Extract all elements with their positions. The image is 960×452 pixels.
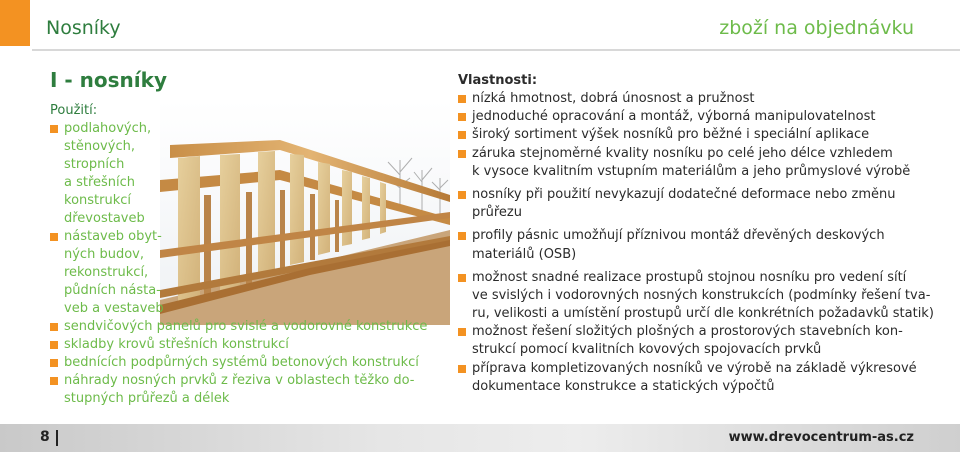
square-bullet-icon bbox=[50, 323, 58, 331]
header-divider bbox=[32, 49, 960, 51]
section-title: Nosníky bbox=[46, 17, 121, 39]
property-item: profily pásnic umožňují příznivou montáž dřevěných deskových bbox=[458, 227, 938, 245]
properties-label: Vlastnosti: bbox=[458, 73, 538, 88]
property-item-continuation: strukcí pomocí kvalitních kovových spojovacích prvků bbox=[472, 342, 822, 358]
usage-item-continuation: veb a vestaveb bbox=[64, 301, 164, 316]
order-note: zboží na objednávku bbox=[719, 17, 914, 39]
properties-section bbox=[458, 72, 938, 396]
usage-item-continuation: konstrukcí bbox=[64, 193, 131, 208]
usage-item-continuation: rekonstrukcí, bbox=[64, 265, 149, 280]
footer-bar bbox=[0, 424, 960, 452]
usage-item: náhrady nosných prvků z řeziva v oblastech těžko do- bbox=[50, 372, 450, 390]
usage-section bbox=[50, 103, 450, 408]
usage-item-continuation: a střešních bbox=[64, 175, 136, 190]
property-item-continuation: k vysoce kvalitním vstupním materiálům a jeho průmyslové výrobě bbox=[472, 163, 911, 179]
property-item-continuation: průřezu bbox=[472, 205, 522, 221]
square-bullet-icon bbox=[458, 232, 466, 240]
main-heading: I - nosníky bbox=[50, 68, 167, 92]
square-bullet-icon bbox=[50, 125, 58, 133]
square-bullet-icon bbox=[50, 377, 58, 385]
usage-item: skladby krovů střešních konstrukcí bbox=[50, 336, 450, 354]
page-number-divider bbox=[56, 430, 58, 446]
property-item: nosníky při použití nevykazují dodatečné deformace nebo změnu bbox=[458, 186, 938, 204]
property-item: jednoduché opracování a montáž, výborná manipulovatelnost bbox=[458, 108, 938, 126]
usage-item-continuation: stupných průřezů a délek bbox=[64, 391, 230, 406]
usage-item: sendvičových panelů pro svislé a vodorovné konstrukce bbox=[50, 318, 450, 336]
usage-item-continuation: ných budov, bbox=[64, 247, 144, 262]
website-link[interactable]: www.drevocentrum-as.cz bbox=[728, 430, 914, 445]
property-item-continuation: dokumentace konstrukce a statických výpočtů bbox=[472, 378, 775, 394]
square-bullet-icon bbox=[458, 274, 466, 282]
square-bullet-icon bbox=[458, 365, 466, 373]
usage-item: podlahových, bbox=[50, 120, 450, 138]
property-item-continuation: ru, velikosti a umístění prostupů určí dle konkrétních požadavků statik) bbox=[472, 306, 934, 322]
property-item-continuation: ve svislých i vodorovných nosných konstrukcích (podmínky řešení tva- bbox=[472, 287, 931, 303]
usage-item: nástaveb obyt- bbox=[50, 228, 450, 246]
property-item: záruka stejnoměrné kvality nosníku po celé jeho délce vzhledem bbox=[458, 145, 938, 163]
property-item: nízká hmotnost, dobrá únosnost a pružnost bbox=[458, 90, 938, 108]
usage-item-continuation: dřevostaveb bbox=[64, 211, 145, 226]
property-item: příprava kompletizovaných nosníků ve výrobě na základě výkresové bbox=[458, 360, 938, 378]
square-bullet-icon bbox=[458, 150, 466, 158]
property-item: široký sortiment výšek nosníků pro běžné i speciální aplikace bbox=[458, 126, 938, 144]
property-item-continuation: materiálů (OSB) bbox=[472, 246, 577, 262]
square-bullet-icon bbox=[458, 328, 466, 336]
page-number: 8 bbox=[40, 429, 50, 445]
square-bullet-icon bbox=[50, 341, 58, 349]
square-bullet-icon bbox=[458, 95, 466, 103]
usage-label: Použití: bbox=[50, 103, 98, 118]
property-item: možnost řešení složitých plošných a prostorových stavebních kon- bbox=[458, 323, 938, 341]
square-bullet-icon bbox=[458, 131, 466, 139]
square-bullet-icon bbox=[50, 359, 58, 367]
square-bullet-icon bbox=[458, 113, 466, 121]
square-bullet-icon bbox=[50, 233, 58, 241]
orange-corner-tab bbox=[0, 0, 30, 46]
usage-item: bednících podpůrných systémů betonových konstrukcí bbox=[50, 354, 450, 372]
square-bullet-icon bbox=[458, 191, 466, 199]
usage-item-continuation: půdních násta- bbox=[64, 283, 161, 298]
usage-item-continuation: stěnových, bbox=[64, 139, 135, 154]
property-item: možnost snadné realizace prostupů stojnou nosníku pro vedení sítí bbox=[458, 269, 938, 287]
usage-item-continuation: stropních bbox=[64, 157, 125, 172]
